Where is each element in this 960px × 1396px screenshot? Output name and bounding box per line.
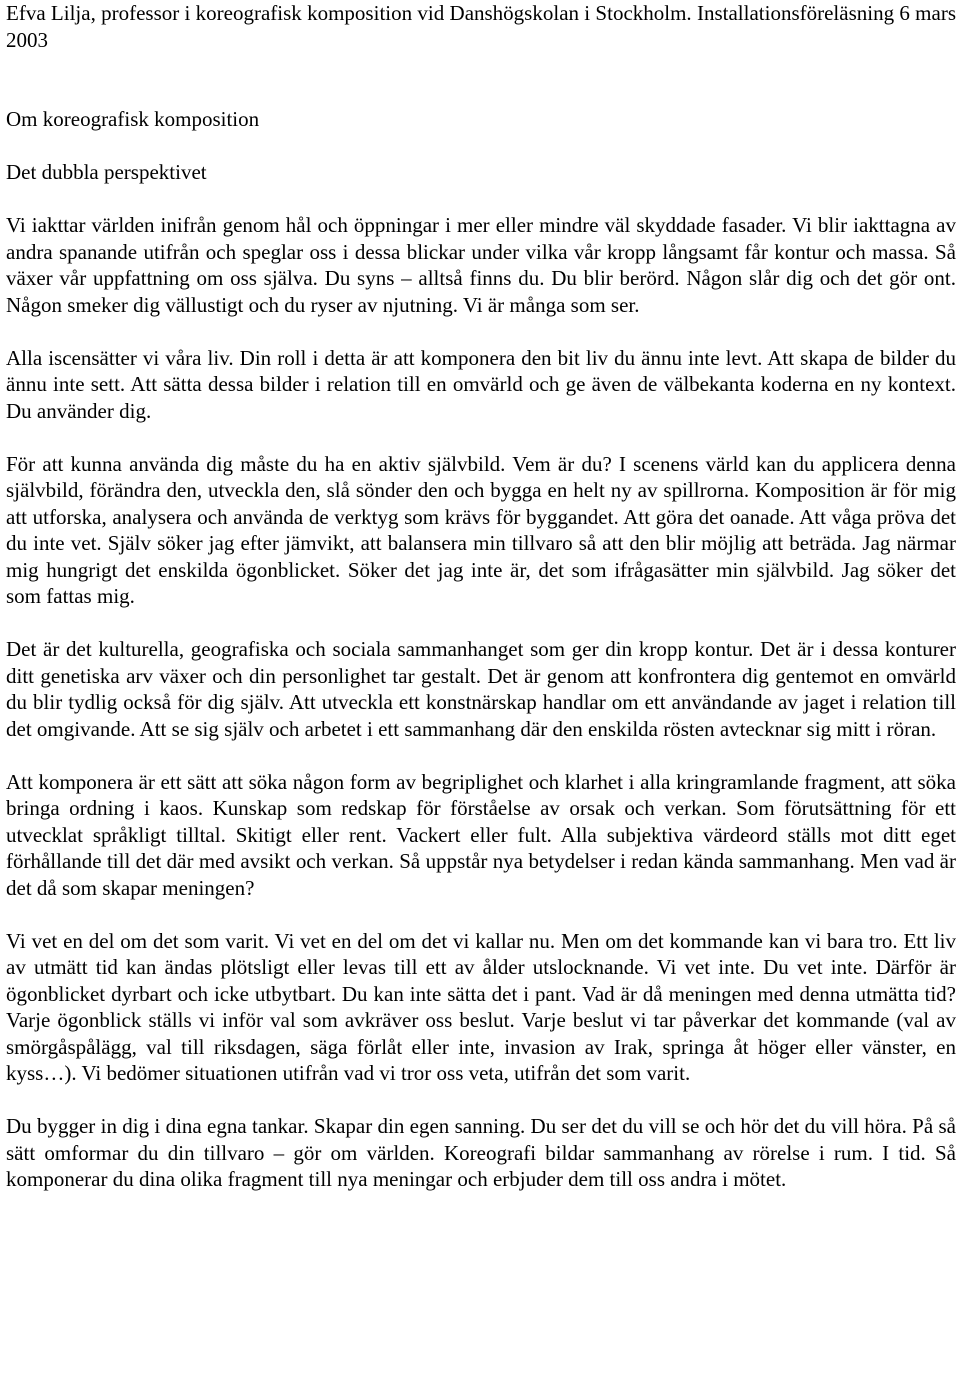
document-subtitle: Det dubbla perspektivet (6, 160, 207, 184)
paragraph: Vi iakttar världen inifrån genom hål och öppningar i mer eller mindre väl skyddade fasader. Vi blir iakttagna av andra spanande utifrån och speglar oss i dessa blickar under vilka vår kropp långsamt får kontur och massa. Så växer vår uppfattning om oss själva. Du syns – alltså finns du. Du blir berörd. Någon slår dig och det gör ont. Någon smeker dig vällustigt och du ryser av njutning. Vi är många som ser. (6, 213, 956, 317)
document-header: Efva Lilja, professor i koreografisk komposition vid Danshögskolan i Stockholm. Installationsföreläsning 6 mars 2003 (6, 1, 956, 52)
paragraph: Det är det kulturella, geografiska och sociala sammanhanget som ger din kropp kontur. Det är i dessa konturer ditt genetiska arv växer och din personlighet tar gestalt. Det är genom att konfrontera dig gentemot en omvärld du blir tydlig också för dig själv. Att utveckla ett konstnärskap handlar om ett användande av jaget i relation till det omgivande. Att se sig själv och arbetet i ett sammanhang där den enskilda rösten avtecknar sig mitt i röran. (6, 637, 956, 741)
document-title: Om koreografisk komposition (6, 107, 260, 131)
paragraph: Att komponera är ett sätt att söka någon form av begriplighet och klarhet i alla kringramlande fragment, att söka bringa ordning i kaos. Kunskap som redskap för förståelse av orsak och verkan. Som förutsättning för ett utvecklat språkligt tilltal. Skitigt eller rent. Vackert eller fult. Alla subjektiva värdeord ställs mot ditt eget förhållande till det där med avsikt och verkan. Så uppstår nya betydelser i redan kända sammanhang. Men vad är det då som skapar meningen? (6, 769, 956, 900)
document-page (6, 0, 956, 1193)
paragraph: Du bygger in dig i dina egna tankar. Skapar din egen sanning. Du ser det du vill se och hör det du vill höra. På så sätt omformar du din tillvaro – gör om världen. Koreografi bildar sammanhang av rörelse i rum. I tid. Så komponerar du dina olika fragment till nya meningar och erbjuder dem till oss andra i mötet. (6, 1114, 956, 1191)
paragraph: Alla iscensätter vi våra liv. Din roll i detta är att komponera den bit liv du ännu inte levt. Att skapa de bilder du ännu inte sett. Att sätta dessa bilder i relation till en omvärld och ge även de välbekanta koderna en ny kontext. Du använder dig. (6, 345, 956, 423)
paragraph: Vi vet en del om det som varit. Vi vet en del om det vi kallar nu. Men om det kommande kan vi bara tro. Ett liv av utmätt tid kan ändas plötsligt eller levas till ett av ålder utslocknande. Vi vet inte. Du vet inte. Därför är ögonblicket dyrbart och icke utbytbart. Du kan inte sätta det i pant. Vad är då meningen med denna utmätta tid? Varje ögonblick ställs vi inför val som avkräver oss beslut. Varje beslut vi tar påverkar det kommande (val av smörgåspålägg, val till riksdagen, säga förlåt eller inte, invasion av Irak, springa åt höger eller vänster, en kyss…). Vi bedömer situationen utifrån vad vi tror oss veta, utifrån det som varit. (6, 928, 956, 1085)
paragraph: För att kunna använda dig måste du ha en aktiv självbild. Vem är du? I scenens värld kan du applicera denna självbild, förändra den, utveckla den, slå sönder den och bygga en helt ny av spillrorna. Komposition är för mig att utforska, analysera och använda de verktyg som krävs för byggandet. Att göra det oanade. Att våga pröva det du inte vet. Själv söker jag efter jämvikt, att balansera min tillvaro så att den blir möjlig att beträda. Jag närmar mig hungrigt det enskilda ögonblicket. Söker det jag inte är, det som ifrågasätter min självbild. Jag söker det som fattas mig. (6, 451, 956, 608)
